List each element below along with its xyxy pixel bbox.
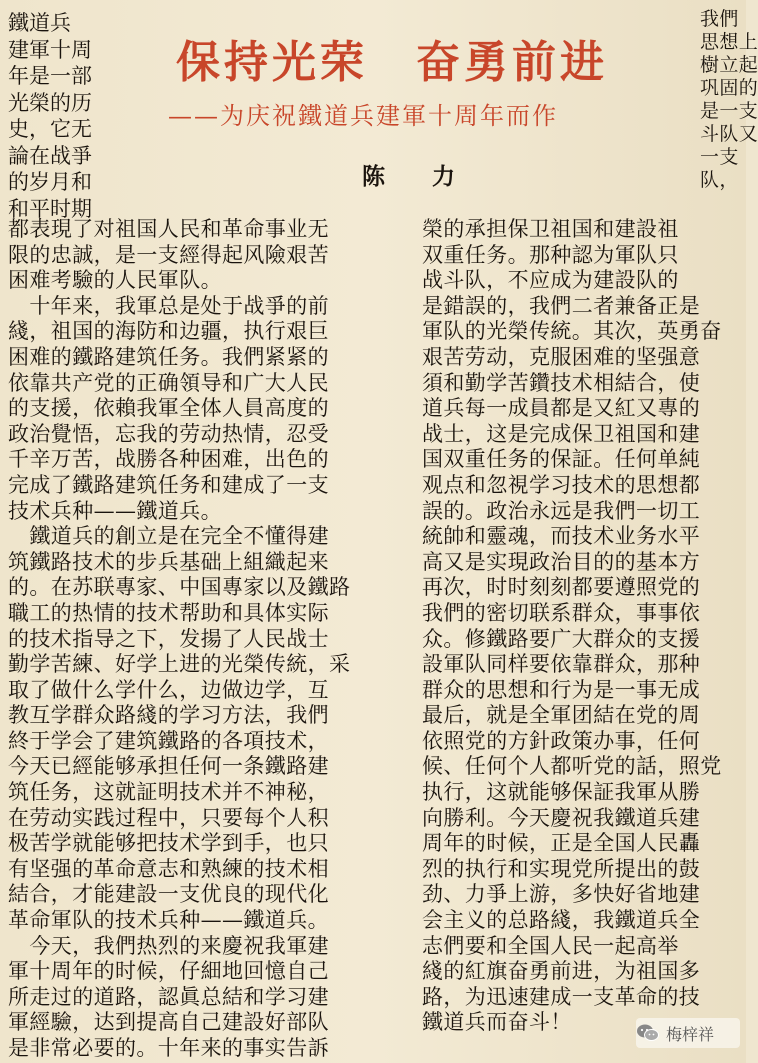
text-line: 极苦学就能够把技术学到手，也只 <box>8 831 329 856</box>
text-line: 在劳动实践过程中，只要每个人积 <box>8 805 329 830</box>
text-line: 年是一部 <box>8 64 92 88</box>
wechat-icon <box>636 1023 660 1043</box>
watermark-text: 梅梓祥 <box>666 1024 715 1044</box>
text-line: 完成了鐵路建筑任务和建成了一支 <box>8 472 329 497</box>
text-line: 困难考驗的人民軍队。 <box>8 268 222 293</box>
text-line: 我們 <box>700 8 739 30</box>
text-line: 烈的执行和实現党所提出的鼓 <box>422 856 701 881</box>
text-line: 依照党的方針政策办事，任何 <box>422 728 701 753</box>
text-line: 綫的紅旗奋勇前进，为祖国多 <box>422 959 701 984</box>
article-author: 陈 力 <box>362 163 467 190</box>
text-line: 劲、力爭上游，多快好省地建 <box>422 882 701 907</box>
text-line: 思想上 <box>700 31 758 53</box>
text-line: 最后，就是全軍团結在党的周 <box>422 703 701 728</box>
text-line: 斗队又 <box>700 123 758 145</box>
text-line: 千辛万苦，战勝各种困难，出色的 <box>8 447 329 472</box>
text-line: 結合，才能建設一支优良的现代化 <box>8 882 329 907</box>
text-line: 周年的时候，正是全国人民轟 <box>422 831 701 856</box>
text-line: 須和勤学苦鑽技术相結合，使 <box>422 370 701 395</box>
text-line: 鐵道兵 <box>8 11 71 35</box>
text-line: 困难的鐵路建筑任务。我們紧紧的 <box>8 344 329 369</box>
text-line: 勤学苦練、好学上进的光榮传統，采 <box>8 652 351 677</box>
text-line: 依靠共产党的正确領导和广大人民 <box>8 370 329 395</box>
text-line: 教互学群众路綫的学习方法，我們 <box>8 703 329 728</box>
text-line: 建軍十周 <box>8 37 92 62</box>
body-column-left <box>8 217 410 1062</box>
text-line: 众。修鐵路要广大群众的支援 <box>422 626 701 651</box>
text-line: 軍十周年的时候，仔細地回憶自己 <box>8 959 329 984</box>
text-line: 軍經驗，达到提高自己建設好部队 <box>8 1010 329 1035</box>
text-line: 都表現了对祖国人民和革命事业无 <box>8 217 329 241</box>
text-line: 設軍队同样要依靠群众，那种 <box>422 652 701 677</box>
body-column-right <box>422 217 746 1036</box>
text-line: 候、任何个人都听党的話，照党 <box>422 754 722 779</box>
text-line: 志們要和全国人民一起高举 <box>422 933 679 958</box>
text-line: 的支援，依賴我軍全体人員高度的 <box>8 396 329 421</box>
article-title: 保持光荣 奋勇前进 <box>176 37 608 88</box>
text-line: 綫，祖国的海防和边疆，执行艰巨 <box>8 319 329 344</box>
text-line: 的岁月和 <box>8 170 92 194</box>
text-line: 艰苦劳动，克服困难的坚强意 <box>422 344 701 369</box>
text-line: 筑鐵路技术的步兵基础上組織起来 <box>8 549 329 574</box>
text-line: 再次，时时刻刻都要遵照党的 <box>422 575 701 600</box>
text-line: 会主义的总路綫，我鐵道兵全 <box>422 908 701 933</box>
text-line: 技术兵种——鐵道兵。 <box>8 498 222 523</box>
article-subtitle: ——为庆祝鐵道兵建軍十周年而作 <box>168 102 558 130</box>
text-line: 職工的热情的技术帮助和具体实际 <box>8 600 329 625</box>
text-line: 限的忠誠，是一支經得起风險艰苦 <box>8 242 329 267</box>
text-line: 樹立起 <box>700 54 758 76</box>
text-line: 路，为迅速建成一支革命的技 <box>422 984 701 1009</box>
text-line: 高又是实現政治目的的基本方 <box>422 549 701 574</box>
text-line: 我們的密切联系群众，事事依 <box>422 600 701 625</box>
text-line: 的技术指导之下，发揚了人民战士 <box>8 626 329 651</box>
text-line: 和平时期 <box>8 196 92 221</box>
text-line: 有坚强的革命意志和熟練的技术相 <box>8 856 329 881</box>
text-line: 观点和忽視学习技术的思想都 <box>422 472 701 497</box>
text-line: 筑任务，这就証明技术并不神秘， <box>8 780 329 805</box>
text-line: 执行，这就能够保証我軍从勝 <box>422 780 701 805</box>
text-line: 向勝利。今天慶祝我鐵道兵建 <box>422 805 701 830</box>
text-line: 道兵每一成員都是又紅又專的 <box>422 396 701 421</box>
text-line: 所走过的道路，認眞总結和学习建 <box>8 984 329 1009</box>
text-line: 史，它无 <box>8 117 92 141</box>
text-line: 論在战爭 <box>8 143 92 168</box>
text-line: 十年来，我軍总是处于战爭的前 <box>8 293 329 318</box>
text-line: 是錯誤的，我們二者兼备正是 <box>422 293 701 318</box>
text-line: 榮的承担保卫祖国和建設祖 <box>422 217 679 241</box>
text-line: 一支 <box>700 146 739 168</box>
text-line: 終于学会了建筑鐵路的各項技术， <box>8 728 329 753</box>
text-line: 取了做什么学什么，边做边学，互 <box>8 677 329 702</box>
text-line: 是非常必要的。十年来的事实告訴 <box>8 1036 329 1060</box>
text-line: 軍队的光榮传統。其次，英勇奋 <box>422 319 722 344</box>
text-line: 革命軍队的技术兵种——鐵道兵。 <box>8 908 329 933</box>
adjacent-article-column <box>700 8 758 192</box>
text-line: 巩固的 <box>700 77 758 99</box>
text-line: 鐵道兵的創立是在完全不懂得建 <box>8 524 329 549</box>
text-line: 战斗队，不应成为建設队的 <box>422 268 679 293</box>
text-line: 队， <box>700 169 739 191</box>
text-line: 統帥和靈魂，而技术业务水平 <box>422 524 701 549</box>
text-line: 国双重任务的保証。任何单純 <box>422 447 701 472</box>
text-line: 今天已經能够承担任何一条鐵路建 <box>8 754 329 779</box>
intro-column <box>8 10 118 222</box>
text-line: 战士，这是完成保卫祖国和建 <box>422 421 701 446</box>
text-line: 政治覺悟，忘我的劳动热情，忍受 <box>8 421 329 446</box>
text-line: 今天，我們热烈的来慶祝我軍建 <box>8 933 329 958</box>
text-line: 誤的。政治永远是我們一切工 <box>422 498 701 523</box>
text-line: 群众的思想和行为是一事无成 <box>422 677 701 702</box>
text-line: 鐵道兵而奋斗！ <box>422 1010 572 1035</box>
text-line: 的。在苏联專家、中国專家以及鐵路 <box>8 575 351 600</box>
text-line: 双重任务。那种認为軍队只 <box>422 242 679 267</box>
watermark <box>636 1018 740 1048</box>
text-line: 光榮的历 <box>8 90 92 115</box>
text-line: 是一支 <box>700 100 758 122</box>
